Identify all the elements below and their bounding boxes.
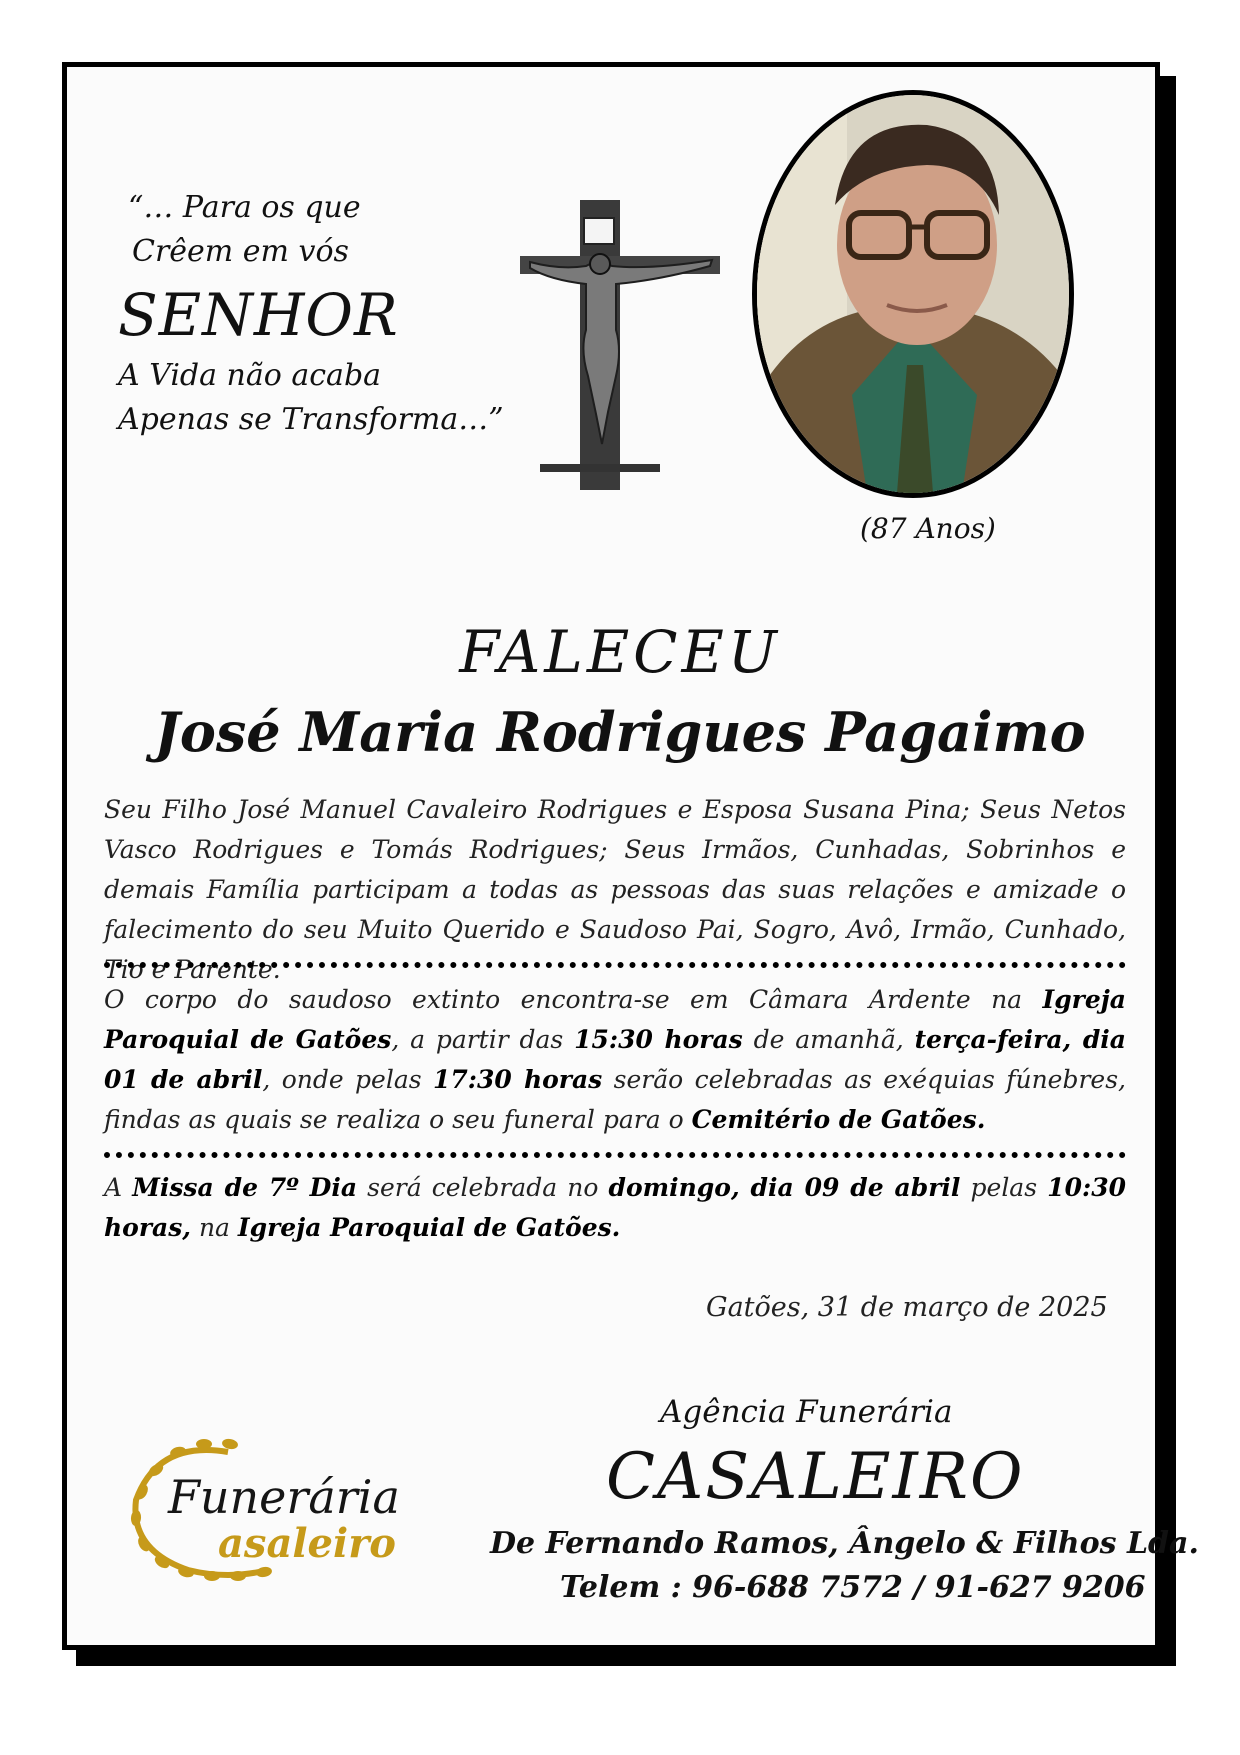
bold-span: Igreja Paroquial de Gatões.	[237, 1213, 621, 1242]
text-span: serão celebradas as exéquias fúnebres, findas as quais se realiza o seu funeral para o	[104, 1065, 1126, 1134]
mass-details	[104, 1168, 1126, 1248]
bold-span: 17:30 horas	[432, 1065, 603, 1094]
bold-span: domingo, dia 09 de abril	[608, 1173, 961, 1202]
quote-line-2: Crêem em vós	[132, 234, 349, 269]
logo-text-casaleiro: asaleiro	[218, 1520, 396, 1567]
text-span: na	[191, 1213, 238, 1242]
text-span: O corpo do saudoso extinto encontra-se em Câmara Ardente na	[104, 985, 1043, 1014]
dotted-divider	[104, 1152, 1126, 1158]
dotted-divider	[104, 962, 1126, 968]
age-label: (87 Anos)	[860, 512, 996, 545]
bold-span: 15:30 horas	[574, 1025, 743, 1054]
bold-span: Missa de 7º Dia	[132, 1173, 358, 1202]
quote-line-5: Apenas se Transforma…”	[118, 402, 504, 437]
quote-line-4: A Vida não acaba	[118, 358, 382, 393]
text-span: pelas	[960, 1173, 1048, 1202]
headline-faleceu: FALECEU	[459, 618, 781, 686]
crucifix-image	[520, 200, 720, 495]
funeral-details	[104, 980, 1126, 1140]
deceased-name: José Maria Rodrigues Pagaimo	[154, 700, 1086, 764]
family-announcement: Seu Filho José Manuel Cavaleiro Rodrigues e Esposa Susana Pina; Seus Netos Vasco Rodrigues e Tomás Rodrigues; Seus Irmãos, Cunhadas, Sobrinhos e demais Família participam a todas as pessoas das suas relações e amizade o falecimento do seu Muito Querido e Saudoso Pai, Sogro, Avô, Irmão, Cunhado, Tio e Parente.	[104, 795, 1126, 984]
religious-quote	[118, 186, 538, 442]
portrait-image	[757, 95, 1069, 493]
agency-phone: Telem : 96-688 7572 / 91-627 9206	[560, 1570, 1146, 1605]
bold-span: terça-feira, dia 01 de abril	[104, 1025, 1127, 1094]
agency-subtitle: Agência Funerária	[660, 1394, 953, 1430]
place-date: Gatões, 31 de março de 2025	[706, 1292, 1108, 1323]
quote-line-1: “… Para os que	[128, 190, 361, 225]
agency-owner: De Fernando Ramos, Ângelo & Filhos Lda.	[490, 1526, 1199, 1561]
text-span: , a partir das	[391, 1025, 575, 1054]
text-span: , onde pelas	[262, 1065, 433, 1094]
text-span: de amanhã,	[742, 1025, 915, 1054]
bold-span: 10:30 horas,	[104, 1173, 1126, 1242]
logo-text-funeraria: Funerária	[168, 1470, 400, 1524]
text-span: A	[104, 1173, 133, 1202]
agency-name: CASALEIRO	[606, 1440, 1025, 1514]
bold-span: Igreja Paroquial de Gatões	[104, 985, 1126, 1054]
quote-line-3: SENHOR	[118, 281, 399, 349]
bold-span: Cemitério de Gatões.	[691, 1105, 986, 1134]
portrait-photo	[752, 90, 1074, 498]
funeraria-logo	[118, 1430, 418, 1590]
text-span: será celebrada no	[357, 1173, 609, 1202]
